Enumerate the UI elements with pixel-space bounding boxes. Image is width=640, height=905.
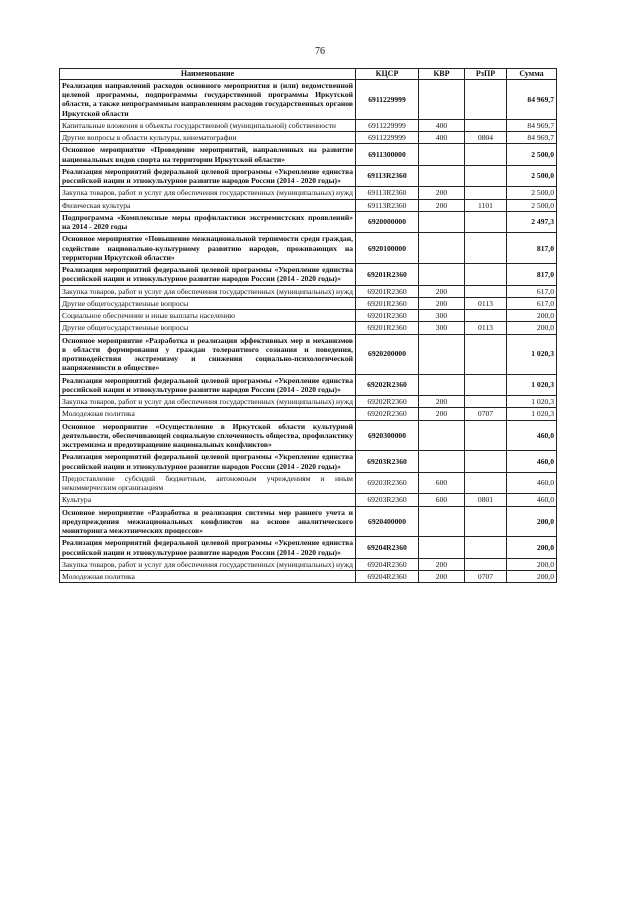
row-kvr-cell bbox=[419, 451, 465, 473]
table-row bbox=[60, 144, 557, 166]
row-rzpr-cell: 0113 bbox=[465, 297, 507, 309]
row-sum-cell: 84 969,7 bbox=[507, 132, 557, 144]
row-name-cell: Основное мероприятие «Осуществление в Иркутской области культурной деятельности, обеспечивающей социальную сплоченность общества, профилактику экстремизма и предотвращение национальных конфликтов» bbox=[60, 420, 356, 451]
row-sum-cell: 2 500,0 bbox=[507, 199, 557, 211]
row-rzpr-cell: 1101 bbox=[465, 199, 507, 211]
row-name-cell: Закупка товаров, работ и услуг для обеспечения государственных (муниципальных) нужд bbox=[60, 187, 356, 199]
header-name: Наименование bbox=[60, 69, 356, 80]
row-sum-cell: 460,0 bbox=[507, 472, 557, 494]
row-rzpr-cell bbox=[465, 233, 507, 264]
row-kcsr-cell: 69201R2360 bbox=[356, 285, 419, 297]
row-kcsr-cell: 69202R2360 bbox=[356, 374, 419, 396]
row-name-cell: Молодежная политика bbox=[60, 571, 356, 583]
row-sum-cell: 84 969,7 bbox=[507, 119, 557, 131]
header-rzpr: РзПР bbox=[465, 69, 507, 80]
row-kvr-cell bbox=[419, 211, 465, 233]
row-kcsr-cell: 69201R2360 bbox=[356, 297, 419, 309]
row-rzpr-cell bbox=[465, 506, 507, 537]
row-kvr-cell: 600 bbox=[419, 472, 465, 494]
row-kcsr-cell: 6920100000 bbox=[356, 233, 419, 264]
row-rzpr-cell bbox=[465, 165, 507, 187]
row-kcsr-cell: 6911229999 bbox=[356, 79, 419, 119]
row-sum-cell: 617,0 bbox=[507, 285, 557, 297]
row-name-cell: Реализация мероприятий федеральной целевой программы «Укрепление единства российской нации и этнокультурное развитие народов России (2014 - 2020 годы)» bbox=[60, 264, 356, 286]
row-kvr-cell: 300 bbox=[419, 310, 465, 322]
table-row bbox=[60, 494, 557, 506]
row-name-cell: Основное мероприятие «Проведение мероприятий, направленных на развитие национальных видов спорта на территории Иркутской области» bbox=[60, 144, 356, 166]
row-kvr-cell: 400 bbox=[419, 132, 465, 144]
row-name-cell: Реализация направлений расходов основного мероприятия и (или) ведомственной целевой программы, подпрограммы государственной программы Иркутской области, а также непрограммным направлениям расходов государственных органов Иркутской области bbox=[60, 79, 356, 119]
table-row bbox=[60, 374, 557, 396]
row-kvr-cell: 200 bbox=[419, 297, 465, 309]
row-name-cell: Молодежная политика bbox=[60, 408, 356, 420]
table-row bbox=[60, 472, 557, 494]
table-row bbox=[60, 132, 557, 144]
row-kcsr-cell: 6920300000 bbox=[356, 420, 419, 451]
row-sum-cell: 2 500,0 bbox=[507, 144, 557, 166]
row-kvr-cell bbox=[419, 334, 465, 374]
row-rzpr-cell bbox=[465, 374, 507, 396]
row-rzpr-cell bbox=[465, 472, 507, 494]
row-sum-cell: 460,0 bbox=[507, 420, 557, 451]
row-rzpr-cell: 0804 bbox=[465, 132, 507, 144]
row-sum-cell: 1 020,3 bbox=[507, 334, 557, 374]
row-kvr-cell bbox=[419, 165, 465, 187]
row-kcsr-cell: 69201R2360 bbox=[356, 310, 419, 322]
row-sum-cell: 200,0 bbox=[507, 506, 557, 537]
row-kvr-cell bbox=[419, 537, 465, 559]
row-name-cell: Реализация мероприятий федеральной целевой программы «Укрепление единства российской нации и этнокультурное развитие народов России (2014 - 2020 годы)» bbox=[60, 165, 356, 187]
row-kcsr-cell: 69203R2360 bbox=[356, 472, 419, 494]
row-name-cell: Капитальные вложения в объекты государственной (муниципальной) собственности bbox=[60, 119, 356, 131]
row-kcsr-cell: 6920400000 bbox=[356, 506, 419, 537]
table-row bbox=[60, 79, 557, 119]
row-name-cell: Физическая культура bbox=[60, 199, 356, 211]
table-row bbox=[60, 297, 557, 309]
row-sum-cell: 2 500,0 bbox=[507, 165, 557, 187]
row-rzpr-cell bbox=[465, 211, 507, 233]
row-name-cell: Закупка товаров, работ и услуг для обеспечения государственных (муниципальных) нужд bbox=[60, 285, 356, 297]
row-kvr-cell bbox=[419, 233, 465, 264]
table-row bbox=[60, 420, 557, 451]
row-name-cell: Реализация мероприятий федеральной целевой программы «Укрепление единства российской нации и этнокультурное развитие народов России (2014 - 2020 годы)» bbox=[60, 451, 356, 473]
row-rzpr-cell bbox=[465, 264, 507, 286]
row-kvr-cell bbox=[419, 144, 465, 166]
row-kcsr-cell: 69204R2360 bbox=[356, 537, 419, 559]
row-kvr-cell: 200 bbox=[419, 571, 465, 583]
row-kvr-cell bbox=[419, 79, 465, 119]
table-row bbox=[60, 264, 557, 286]
row-name-cell: Реализация мероприятий федеральной целевой программы «Укрепление единства российской нации и этнокультурное развитие народов России (2014 - 2020 годы)» bbox=[60, 537, 356, 559]
row-rzpr-cell bbox=[465, 420, 507, 451]
row-rzpr-cell: 0113 bbox=[465, 322, 507, 334]
row-sum-cell: 200,0 bbox=[507, 558, 557, 570]
row-kvr-cell: 200 bbox=[419, 396, 465, 408]
row-kcsr-cell: 6920000000 bbox=[356, 211, 419, 233]
row-kvr-cell bbox=[419, 374, 465, 396]
row-sum-cell: 617,0 bbox=[507, 297, 557, 309]
row-kcsr-cell: 69113R2360 bbox=[356, 165, 419, 187]
row-name-cell: Основное мероприятие «Разработка и реализация эффективных мер и механизмов в области формирования у граждан толерантного сознания и поведения, противодействия экстремизму и снижения социально-психологической напряженности в обществе» bbox=[60, 334, 356, 374]
row-name-cell: Закупка товаров, работ и услуг для обеспечения государственных (муниципальных) нужд bbox=[60, 396, 356, 408]
row-name-cell: Культура bbox=[60, 494, 356, 506]
row-kvr-cell: 200 bbox=[419, 187, 465, 199]
row-rzpr-cell bbox=[465, 285, 507, 297]
table-row bbox=[60, 506, 557, 537]
row-sum-cell: 2 500,0 bbox=[507, 187, 557, 199]
row-sum-cell: 460,0 bbox=[507, 494, 557, 506]
table-body bbox=[60, 79, 557, 583]
row-sum-cell: 200,0 bbox=[507, 310, 557, 322]
row-kcsr-cell: 69203R2360 bbox=[356, 451, 419, 473]
row-kvr-cell: 200 bbox=[419, 408, 465, 420]
row-sum-cell: 817,0 bbox=[507, 233, 557, 264]
row-name-cell: Подпрограмма «Комплексные меры профилактики экстремистских проявлений» на 2014 - 2020 годы bbox=[60, 211, 356, 233]
row-rzpr-cell bbox=[465, 334, 507, 374]
table-row bbox=[60, 199, 557, 211]
header-kcsr: КЦСР bbox=[356, 69, 419, 80]
row-rzpr-cell bbox=[465, 537, 507, 559]
table-row bbox=[60, 322, 557, 334]
row-kvr-cell bbox=[419, 506, 465, 537]
row-name-cell: Основное мероприятие «Разработка и реализация системы мер раннего учета и предупреждения межнациональных конфликтов на основе аналитического мониторинга межэтнических процессов» bbox=[60, 506, 356, 537]
row-sum-cell: 1 020,3 bbox=[507, 408, 557, 420]
row-kcsr-cell: 69201R2360 bbox=[356, 264, 419, 286]
header-kvr: КВР bbox=[419, 69, 465, 80]
row-kcsr-cell: 69113R2360 bbox=[356, 187, 419, 199]
row-sum-cell: 200,0 bbox=[507, 322, 557, 334]
row-name-cell: Предоставление субсидий бюджетным, автономным учреждениям и иным некоммерческим организациям bbox=[60, 472, 356, 494]
row-kcsr-cell: 69202R2360 bbox=[356, 408, 419, 420]
row-rzpr-cell bbox=[465, 558, 507, 570]
row-sum-cell: 1 020,3 bbox=[507, 374, 557, 396]
table-row bbox=[60, 571, 557, 583]
row-name-cell: Другие общегосударственные вопросы bbox=[60, 322, 356, 334]
row-rzpr-cell: 0707 bbox=[465, 571, 507, 583]
row-rzpr-cell: 0801 bbox=[465, 494, 507, 506]
row-name-cell: Другие вопросы в области культуры, кинематографии bbox=[60, 132, 356, 144]
row-sum-cell: 200,0 bbox=[507, 571, 557, 583]
row-kvr-cell: 600 bbox=[419, 494, 465, 506]
row-rzpr-cell bbox=[465, 79, 507, 119]
table-row bbox=[60, 211, 557, 233]
row-sum-cell: 200,0 bbox=[507, 537, 557, 559]
row-rzpr-cell bbox=[465, 451, 507, 473]
row-name-cell: Реализация мероприятий федеральной целевой программы «Укрепление единства российской нации и этнокультурное развитие народов России (2014 - 2020 годы)» bbox=[60, 374, 356, 396]
row-rzpr-cell bbox=[465, 310, 507, 322]
table-row bbox=[60, 285, 557, 297]
table-row bbox=[60, 408, 557, 420]
table-row bbox=[60, 558, 557, 570]
row-sum-cell: 2 497,3 bbox=[507, 211, 557, 233]
row-kcsr-cell: 69202R2360 bbox=[356, 396, 419, 408]
row-sum-cell: 84 969,7 bbox=[507, 79, 557, 119]
row-rzpr-cell bbox=[465, 119, 507, 131]
table-row bbox=[60, 451, 557, 473]
row-kvr-cell: 200 bbox=[419, 558, 465, 570]
table-row bbox=[60, 165, 557, 187]
row-sum-cell: 817,0 bbox=[507, 264, 557, 286]
row-rzpr-cell: 0707 bbox=[465, 408, 507, 420]
row-kvr-cell: 200 bbox=[419, 199, 465, 211]
header-sum: Сумма bbox=[507, 69, 557, 80]
table-row bbox=[60, 396, 557, 408]
table-row bbox=[60, 310, 557, 322]
row-sum-cell: 1 020,3 bbox=[507, 396, 557, 408]
row-name-cell: Другие общегосударственные вопросы bbox=[60, 297, 356, 309]
row-rzpr-cell bbox=[465, 396, 507, 408]
row-kcsr-cell: 69201R2360 bbox=[356, 322, 419, 334]
row-name-cell: Основное мероприятие «Повышение межнациональной терпимости среди граждан, содействие национально-культурному развитию народов, проживающих на территории Иркутской области» bbox=[60, 233, 356, 264]
row-kvr-cell bbox=[419, 264, 465, 286]
table-header-row bbox=[60, 69, 557, 80]
row-kvr-cell bbox=[419, 420, 465, 451]
page-number: 76 bbox=[315, 46, 325, 57]
row-kvr-cell: 200 bbox=[419, 285, 465, 297]
row-kcsr-cell: 69204R2360 bbox=[356, 571, 419, 583]
row-rzpr-cell bbox=[465, 144, 507, 166]
row-rzpr-cell bbox=[465, 187, 507, 199]
row-kcsr-cell: 6911229999 bbox=[356, 119, 419, 131]
row-kcsr-cell: 6911300000 bbox=[356, 144, 419, 166]
table-row bbox=[60, 119, 557, 131]
row-kcsr-cell: 69203R2360 bbox=[356, 494, 419, 506]
row-kcsr-cell: 69204R2360 bbox=[356, 558, 419, 570]
row-kcsr-cell: 6911229999 bbox=[356, 132, 419, 144]
row-kcsr-cell: 69113R2360 bbox=[356, 199, 419, 211]
row-kvr-cell: 300 bbox=[419, 322, 465, 334]
table-row bbox=[60, 233, 557, 264]
budget-table bbox=[59, 68, 557, 583]
row-kvr-cell: 400 bbox=[419, 119, 465, 131]
row-kcsr-cell: 6920200000 bbox=[356, 334, 419, 374]
table-row bbox=[60, 187, 557, 199]
row-sum-cell: 460,0 bbox=[507, 451, 557, 473]
row-name-cell: Социальное обеспечение и иные выплаты населению bbox=[60, 310, 356, 322]
row-name-cell: Закупка товаров, работ и услуг для обеспечения государственных (муниципальных) нужд bbox=[60, 558, 356, 570]
table-row bbox=[60, 537, 557, 559]
table-row bbox=[60, 334, 557, 374]
